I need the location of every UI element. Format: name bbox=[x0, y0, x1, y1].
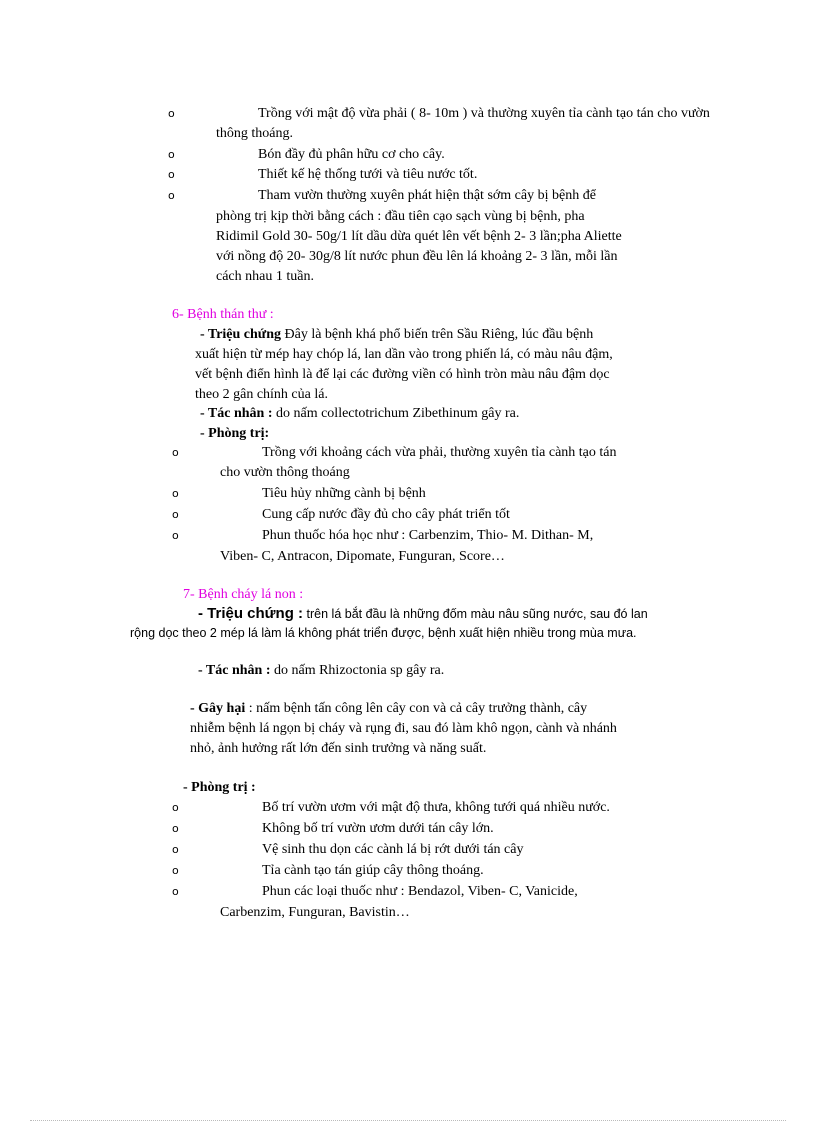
agent-text: do nấm collectotrichum Zibethinum gây ra. bbox=[275, 406, 520, 421]
bullet-icon: o bbox=[168, 168, 175, 181]
bullet-icon: o bbox=[172, 864, 179, 877]
agent-paragraph bbox=[198, 662, 444, 680]
control-label: - Phòng trị : bbox=[183, 780, 256, 795]
list-item-line: Trồng với mật độ vừa phải ( 8- 10m ) và thường xuyên tỉa cành tạo tán cho vườn bbox=[258, 106, 710, 121]
section-7-heading: 7- Bệnh cháy lá non : bbox=[183, 587, 304, 602]
symptom-line: trên lá bắt đầu là những đốm màu nâu sũng nước, sau đó lan bbox=[306, 607, 648, 621]
symptom-line: Đây là bệnh khá phổ biến trên Sầu Riêng, lúc đầu bệnh bbox=[284, 327, 594, 342]
agent-paragraph bbox=[200, 405, 519, 423]
symptom-label: - Triệu chứng : bbox=[198, 605, 304, 622]
list-item-line: Vệ sinh thu dọn các cành lá bị rớt dưới tán cây bbox=[262, 842, 524, 857]
list-item-line: Tiêu hủy những cành bị bệnh bbox=[262, 486, 426, 501]
harm-line: : nấm bệnh tấn công lên cây con và cả cây trưởng thành, cây bbox=[248, 701, 588, 716]
bullet-icon: o bbox=[168, 189, 175, 202]
harm-line: nhiễm bệnh lá ngọn bị cháy và rụng đi, sau đó làm khô ngọn, cành và nhánh bbox=[190, 721, 617, 736]
harm-label: - Gây hại bbox=[190, 701, 246, 716]
list-item-line: Ridimil Gold 30- 50g/1 lít dầu dừa quét lên vết bệnh 2- 3 lần;pha Aliette bbox=[216, 229, 622, 244]
list-item-line: Trồng với khoảng cách vừa phải, thường xuyên tỉa cành tạo tán bbox=[262, 445, 617, 460]
symptom-line: vết bệnh điển hình là để lại các đường viền có hình tròn màu nâu đậm dọc bbox=[195, 367, 610, 382]
page-bottom-rule bbox=[30, 1120, 786, 1121]
list-item-line: cho vườn thông thoáng bbox=[220, 465, 350, 480]
list-item-line: Thiết kế hệ thống tưới và tiêu nước tốt. bbox=[258, 167, 478, 182]
list-item-line: Tỉa cành tạo tán giúp cây thông thoáng. bbox=[262, 863, 484, 878]
list-item-line: Viben- C, Antracon, Dipomate, Funguran, Score… bbox=[220, 549, 505, 564]
list-item-line: thông thoáng. bbox=[216, 126, 293, 141]
agent-label: - Tác nhân : bbox=[198, 663, 271, 678]
list-item-line: Phun các loại thuốc như : Bendazol, Viben- C, Vanicide, bbox=[262, 884, 578, 899]
symptom-line: theo 2 gân chính của lá. bbox=[195, 387, 328, 402]
section-6-heading: 6- Bệnh thán thư : bbox=[172, 307, 274, 322]
list-item-line: Bố trí vườn ươm với mật độ thưa, không tưới quá nhiều nước. bbox=[262, 800, 610, 815]
agent-label: - Tác nhân : bbox=[200, 406, 273, 421]
agent-text: do nấm Rhizoctonia sp gây ra. bbox=[273, 663, 445, 678]
harm-paragraph bbox=[190, 700, 587, 718]
symptom-paragraph bbox=[200, 326, 593, 344]
list-item-line: Carbenzim, Funguran, Bavistin… bbox=[220, 905, 410, 920]
symptom-line: xuất hiện từ mép hay chóp lá, lan dần vào trong phiến lá, có màu nâu đậm, bbox=[195, 347, 613, 362]
symptom-paragraph bbox=[198, 605, 648, 624]
symptom-line: rộng dọc theo 2 mép lá làm lá không phát triển được, bệnh xuất hiện nhiều trong mùa mưa. bbox=[130, 626, 637, 640]
bullet-icon: o bbox=[172, 446, 179, 459]
control-label: - Phòng trị: bbox=[200, 426, 270, 441]
list-item-line: với nồng độ 20- 30g/8 lít nước phun đều lên lá khoảng 2- 3 lần, mỗi lần bbox=[216, 249, 618, 264]
bullet-icon: o bbox=[172, 529, 179, 542]
list-item-line: Tham vườn thường xuyên phát hiện thật sớm cây bị bệnh để bbox=[258, 188, 596, 203]
symptom-label: - Triệu chứng bbox=[200, 327, 281, 342]
list-item-line: Cung cấp nước đầy đủ cho cây phát triển tốt bbox=[262, 507, 510, 522]
bullet-icon: o bbox=[168, 148, 175, 161]
list-item-line: Không bố trí vườn ươm dưới tán cây lớn. bbox=[262, 821, 494, 836]
bullet-icon: o bbox=[172, 487, 179, 500]
harm-line: nhỏ, ảnh hưởng rất lớn đến sinh trưởng và năng suất. bbox=[190, 741, 487, 756]
list-item-line: Phun thuốc hóa học như : Carbenzim, Thio- M. Dithan- M, bbox=[262, 528, 594, 543]
bullet-icon: o bbox=[172, 843, 179, 856]
list-item-line: phòng trị kịp thời bằng cách : đầu tiên cạo sạch vùng bị bệnh, pha bbox=[216, 209, 585, 224]
bullet-icon: o bbox=[172, 508, 179, 521]
bullet-icon: o bbox=[172, 822, 179, 835]
bullet-icon: o bbox=[172, 801, 179, 814]
bullet-icon: o bbox=[172, 885, 179, 898]
list-item-line: cách nhau 1 tuần. bbox=[216, 269, 314, 284]
list-item-line: Bón đầy đủ phân hữu cơ cho cây. bbox=[258, 147, 445, 162]
bullet-icon: o bbox=[168, 107, 175, 120]
